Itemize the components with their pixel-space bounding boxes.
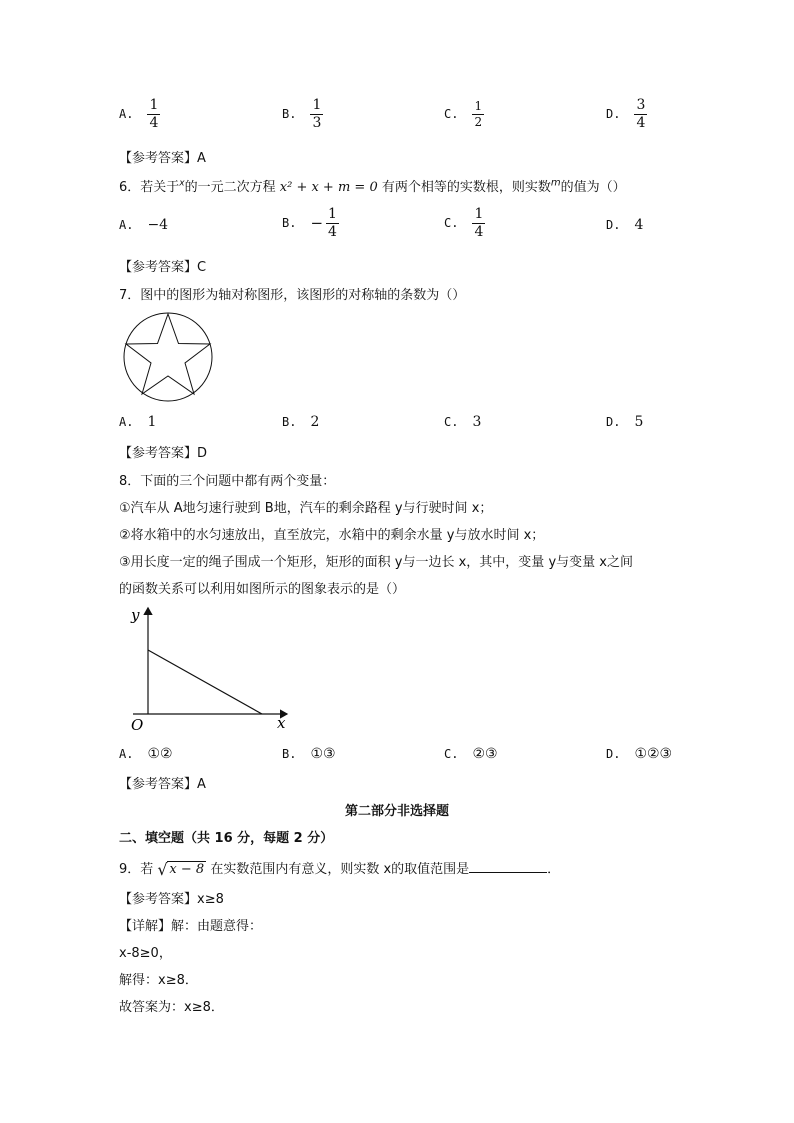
q8-option-a: A. ①② xyxy=(119,746,173,762)
q5-answer: 【参考答案】A xyxy=(119,151,206,166)
q9-detail-heading: 【详解】解：由题意得： xyxy=(119,919,263,934)
star-shape xyxy=(126,314,210,394)
y-axis-label: y xyxy=(131,606,140,624)
fraction: $\frac{1}{3}$ xyxy=(312,97,322,131)
q6-option-a: A. −4 xyxy=(119,217,169,233)
q6-option-b: B. − $\frac{1}{4}$ xyxy=(282,206,337,240)
origin-label: O xyxy=(131,716,144,734)
q8-answer: 【参考答案】A xyxy=(119,777,206,792)
linear-graph-figure xyxy=(125,602,295,734)
q7-option-c: C. 3 xyxy=(444,414,482,430)
q7-answer: 【参考答案】D xyxy=(119,446,208,461)
q7-option-a: A. 1 xyxy=(119,414,157,430)
q5-option-a: A. $\frac{1}{4}$ xyxy=(119,97,159,131)
q9-step-2: 解得：x≥8． xyxy=(119,973,198,988)
q8-case-1: ①汽车从 A地匀速行驶到 B地，汽车的剩余路程 y与行驶时间 x； xyxy=(119,501,493,516)
q8-intro: 8．下面的三个问题中都有两个变量： xyxy=(119,474,336,489)
q5-option-d: D. $\frac{3}{4}$ xyxy=(606,97,646,131)
q9-question: 9．若 √ x − 8 在实数范围内有意义，则实数 x的取值范围是 ． xyxy=(119,860,561,879)
q5-option-c: C. $\frac{1}{2}$ xyxy=(444,99,483,129)
q8-option-b: B. ①③ xyxy=(282,746,336,762)
circle-shape xyxy=(124,313,212,401)
q8-case-3: ③用长度一定的绳子围成一个矩形，矩形的面积 y与一边长 x，其中，变量 y与变量 x之间 xyxy=(119,555,633,570)
fraction: $\frac{1}{4}$ xyxy=(474,206,484,240)
q8-option-c: C. ②③ xyxy=(444,746,498,762)
q7-option-b: B. 2 xyxy=(282,414,320,430)
q5-option-b: B. $\frac{1}{3}$ xyxy=(282,97,322,131)
fraction: $\frac{1}{2}$ xyxy=(474,99,483,129)
q6-option-d: D. 4 xyxy=(606,217,644,233)
q8-case-2: ②将水箱中的水匀速放出，直至放完，水箱中的剩余水量 y与放水时间 x； xyxy=(119,528,545,543)
q6-answer: 【参考答案】C xyxy=(119,260,207,275)
fraction: $\frac{1}{4}$ xyxy=(328,206,337,240)
q8-option-d: D. ①②③ xyxy=(606,746,673,762)
q6-question: 6．若关于$^x$的一元二次方程 x² + x + m = 0 有两个相等的实数根，则实数$^m$的值为（） xyxy=(119,177,626,195)
q7-option-d: D. 5 xyxy=(606,414,644,430)
section-heading: 二、填空题（共 16 分，每题 2 分） xyxy=(119,831,334,846)
square-root: √ x − 8 xyxy=(157,860,205,879)
fraction: $\frac{3}{4}$ xyxy=(636,97,646,131)
q6-option-c: C. $\frac{1}{4}$ xyxy=(444,206,484,240)
q9-answer: 【参考答案】x≥8 xyxy=(119,892,224,907)
q8-question-end: 的函数关系可以利用如图所示的图象表示的是（） xyxy=(119,582,406,597)
x-axis-label: x xyxy=(277,714,286,732)
q7-question: 7．图中的图形为轴对称图形，该图形的对称轴的条数为（） xyxy=(119,288,466,303)
fraction: $\frac{1}{4}$ xyxy=(149,97,159,131)
q9-step-3: 故答案为：x≥8． xyxy=(119,1000,224,1015)
star-in-circle-figure xyxy=(120,310,216,404)
decreasing-line xyxy=(148,650,262,714)
q9-step-1: x-8≥0， xyxy=(119,946,172,961)
part-two-title: 第二部分非选择题 xyxy=(344,804,449,819)
answer-blank xyxy=(469,860,547,873)
